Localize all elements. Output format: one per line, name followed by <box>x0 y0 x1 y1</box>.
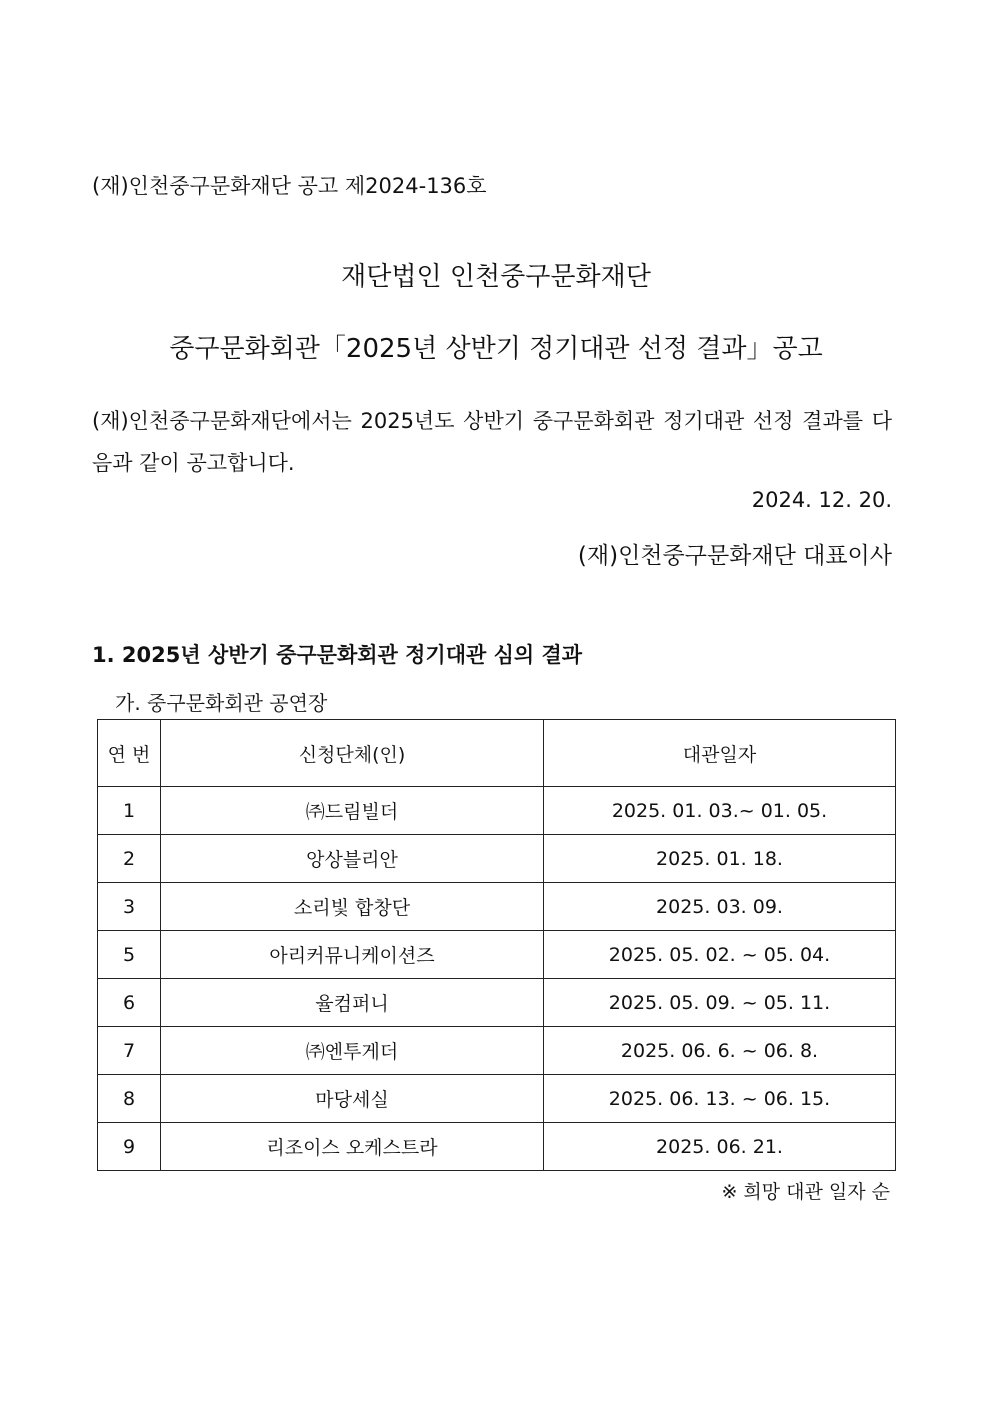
cell-dates: 2025. 05. 02. ~ 05. 04. <box>544 931 896 979</box>
title-announcement: 중구문화회관「2025년 상반기 정기대관 선정 결과」공고 <box>169 334 823 364</box>
header-number: 연 번 <box>98 720 161 787</box>
cell-dates: 2025. 01. 03.~ 01. 05. <box>544 787 896 835</box>
cell-dates: 2025. 06. 6. ~ 06. 8. <box>544 1027 896 1075</box>
cell-dates: 2025. 01. 18. <box>544 835 896 883</box>
cell-dates: 2025. 05. 09. ~ 05. 11. <box>544 979 896 1027</box>
announcement-date: 2024. 12. 20. <box>751 488 892 512</box>
table-row <box>98 883 896 931</box>
cell-applicant: 리조이스 오케스트라 <box>161 1123 544 1171</box>
table-row <box>98 931 896 979</box>
header-dates: 대관일자 <box>544 720 896 787</box>
cell-dates: 2025. 06. 21. <box>544 1123 896 1171</box>
header-applicant: 신청단체(인) <box>161 720 544 787</box>
cell-applicant: 앙상블리안 <box>161 835 544 883</box>
table-row <box>98 787 896 835</box>
title-foundation: 재단법인 인천중구문화재단 <box>341 262 651 292</box>
cell-applicant: 아리커뮤니케이션즈 <box>161 931 544 979</box>
rental-results-table <box>97 719 896 1171</box>
table-row <box>98 835 896 883</box>
cell-dates: 2025. 03. 09. <box>544 883 896 931</box>
issuer-signature: (재)인천중구문화재단 대표이사 <box>577 543 892 569</box>
cell-applicant: 소리빛 합창단 <box>161 883 544 931</box>
cell-number: 9 <box>98 1123 161 1171</box>
table-footnote: ※ 희망 대관 일자 순 <box>721 1181 890 1203</box>
notice-number: (재)인천중구문화재단 공고 제2024-136호 <box>92 174 487 198</box>
table-row <box>98 1075 896 1123</box>
cell-number: 8 <box>98 1075 161 1123</box>
cell-applicant: 마당세실 <box>161 1075 544 1123</box>
cell-dates: 2025. 06. 13. ~ 06. 15. <box>544 1075 896 1123</box>
cell-applicant: ㈜드림빌더 <box>161 787 544 835</box>
table-row <box>98 1123 896 1171</box>
table-row <box>98 979 896 1027</box>
subsection-heading: 가. 중구문화회관 공연장 <box>115 691 328 715</box>
table-row <box>98 1027 896 1075</box>
section-heading: 1. 2025년 상반기 중구문화회관 정기대관 심의 결과 <box>92 643 583 667</box>
cell-number: 1 <box>98 787 161 835</box>
cell-number: 5 <box>98 931 161 979</box>
announcement-body: (재)인천중구문화재단에서는 2025년도 상반기 중구문화회관 정기대관 선정 결과를 다음과 같이 공고합니다. <box>92 409 892 475</box>
cell-number: 6 <box>98 979 161 1027</box>
cell-number: 7 <box>98 1027 161 1075</box>
cell-number: 3 <box>98 883 161 931</box>
cell-applicant: 율컴퍼니 <box>161 979 544 1027</box>
table-header-row <box>98 720 896 787</box>
cell-applicant: ㈜엔투게더 <box>161 1027 544 1075</box>
cell-number: 2 <box>98 835 161 883</box>
